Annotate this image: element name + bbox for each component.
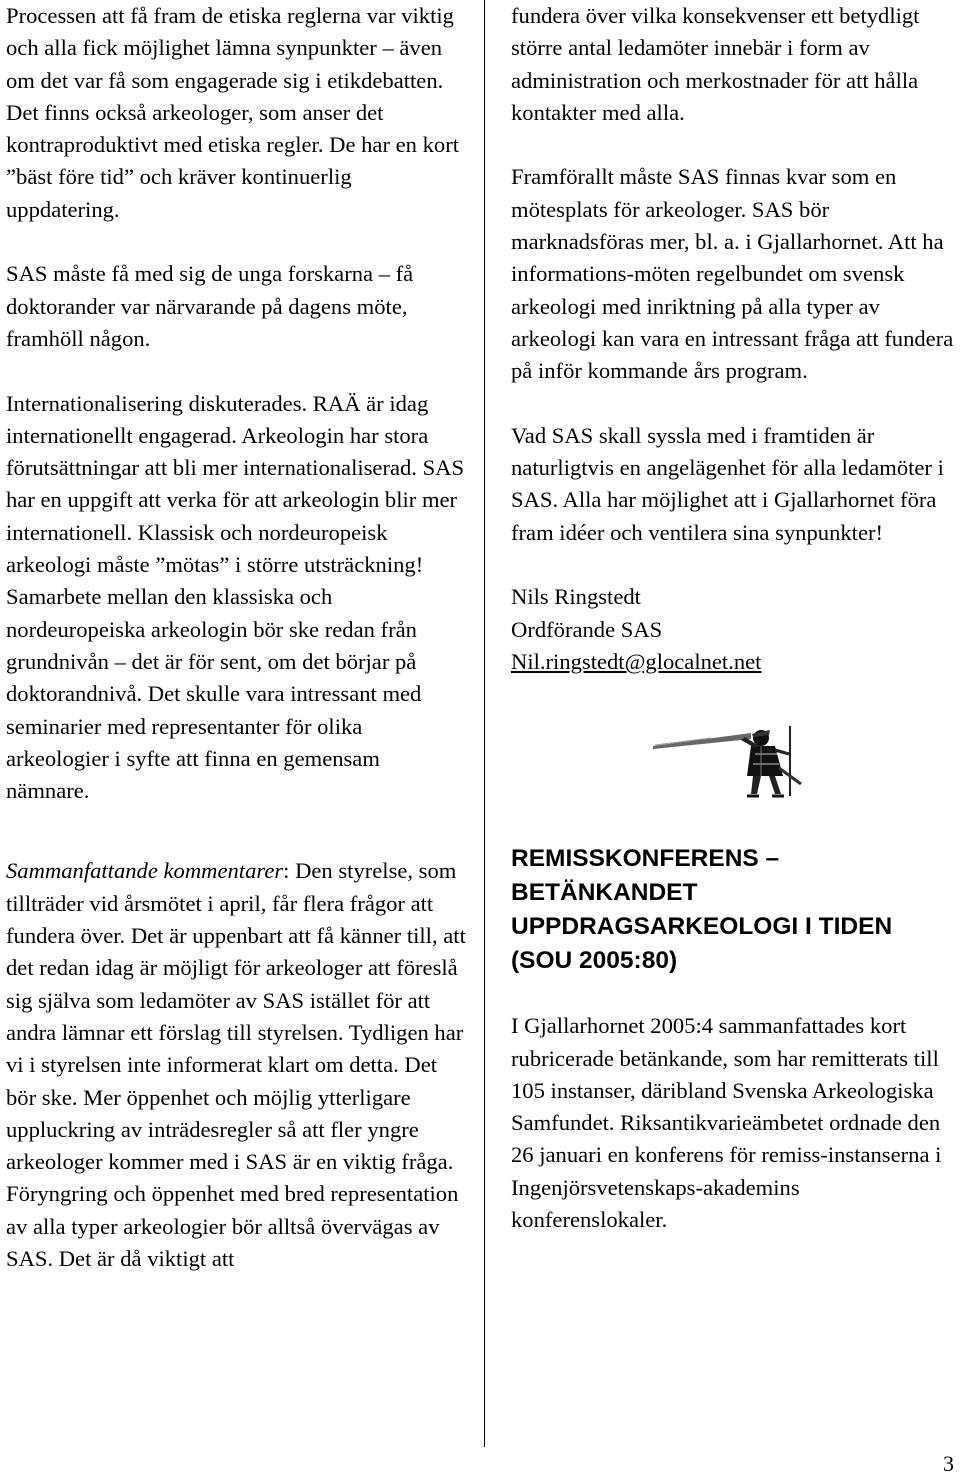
section-heading: REMISSKONFERENS – BETÄNKANDET UPPDRAGSARKEOLOGI I TIDEN (SOU 2005:80) (511, 845, 893, 975)
left-column (6, 0, 468, 1275)
summary-lead: Sammanfattande kommentarer (6, 858, 284, 884)
paragraph-summary (6, 855, 468, 1275)
paragraph-consequences: fundera över vilka konsekvenser ett betydligt större antal ledamöter innebär i form av administration och merkostnader för att hålla kontakter med alla. (511, 3, 920, 125)
signature-name: Nils Ringstedt (511, 584, 641, 610)
column-divider (484, 0, 485, 1447)
paragraph-ethics: Processen att få fram de etiska reglerna var viktig och alla fick möjlighet lämna synpunkter – även om det var få som engagerade sig i etikdebatten. Det finns också arkeologer, som anser det kontraproduktivt med etiska regler. De har en kort ”bäst före tid” och kräver kontinuerlig uppdatering. (6, 3, 459, 222)
paragraph-internationalisation: Internationalisering diskuterades. RAÄ är idag internationellt engagerad. Arkeologin har stora förutsättningar att bli mer internationaliserad. SAS har en uppgift att verka för att arkeologin blir mer internationell. Klassisk och nordeuropeisk arkeologi måste ”mötas” i större utsträckning! Samarbete mellan den klassiska och nordeuropeiska arkeologin bör ske redan från grundnivån – det är för sent, om det börjar på doktorandnivå. Det skulle vara intressant med seminarier med representanter för olika arkeologier i syfte att finna en gemensam nämnare. (6, 390, 465, 804)
paragraph-future: Vad SAS skall syssla med i framtiden är naturligtvis en angelägenhet för alla ledamöter i SAS. Alla har möjlighet att i Gjallarhornet föra fram idéer och ventilera sina synpunkter! (511, 422, 944, 545)
paragraph-young-researchers: SAS måste få med sig de unga forskarna – få doktorander var närvarande på dagens möte, framhöll någon. (6, 261, 414, 351)
paragraph-remiss-conference: I Gjallarhornet 2005:4 sammanfattades kort rubricerade betänkande, som har remitterats till 105 instanser, däribland Svenska Arkeologiska Samfundet. Riksantikvarieämbetet ordnade den 26 januari en konferens för remiss-instanserna i Ingenjörsvetenskaps-akademins konferenslokaler. (511, 1013, 942, 1233)
page-number: 3 (943, 1451, 954, 1476)
right-column (511, 0, 957, 1236)
paragraph-meeting-place: Framförallt måste SAS finnas kvar som en mötesplats för arkeologer. SAS bör marknadsföras mer, bl. a. i Gjallarhornet. Att ha informations-möten regelbundet om svensk arkeologi med inriktning på alla typer av arkeologi kan vara en intressant fråga att fundera på inför kommande års program. (511, 164, 954, 384)
summary-text: : Den styrelse, som tillträder vid årsmötet i april, får flera frågor att fundera över. Det är uppenbart att få känner till, att det redan idag är möjligt för arkeologer att föreslå sig själva som ledamöter av SAS istället för att andra lämnar ett förslag till styrelsen. Tydligen har vi i styrelsen inte informerat klart om detta. Det bör ske. Mer öppenhet och möjlig ytterligare uppluckring av inträdesregler så att fler yngre arkeologer kommer med i SAS är en viktig fråga. Föryngring och öppenhet med bred representation av alla typer arkeologier bör alltså övervägas av SAS. Det är då viktigt att (6, 858, 466, 1271)
horn-blower-figure-icon (651, 724, 831, 802)
signature-title: Ordförande SAS (511, 616, 663, 642)
signature-email-link[interactable]: Nil.ringstedt@glocalnet.net (511, 648, 762, 674)
signature-block (511, 581, 957, 678)
